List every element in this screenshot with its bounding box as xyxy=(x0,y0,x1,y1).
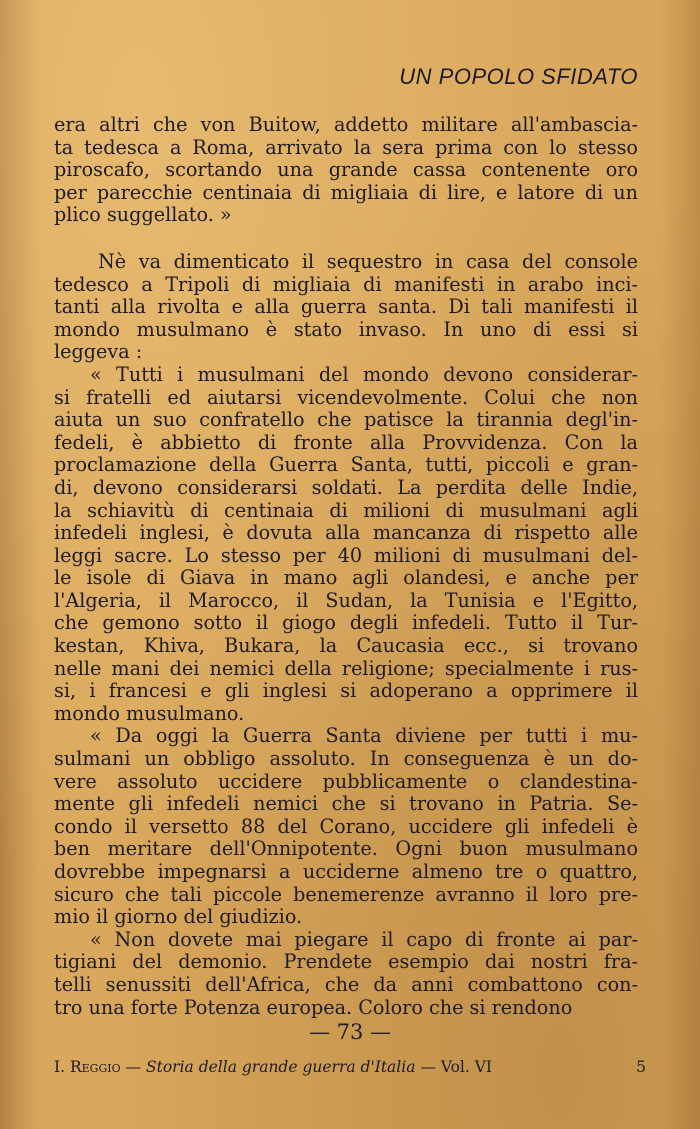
text-line: sicuro che tali piccole benemerenze avranno il loro pre- xyxy=(54,882,638,906)
footer-book-title: Storia della grande guerra d'Italia xyxy=(145,1058,416,1076)
text-line: condo il versetto 88 del Corano, uccidere gli infedeli è xyxy=(54,814,638,838)
paragraph xyxy=(54,251,638,364)
text-line: mondo musulmano è stato invaso. In uno di essi si xyxy=(54,317,638,341)
text-line: Nè va dimenticato il sequestro in casa del console xyxy=(98,249,638,273)
paragraph xyxy=(54,929,638,1019)
paragraph-gap xyxy=(54,227,638,251)
text-line: mondo musulmano. xyxy=(54,701,245,725)
footer-signature-mark: 5 xyxy=(636,1058,646,1076)
text-line: aiuta un suo confratello che patisce la tirannia degl'in- xyxy=(54,408,638,432)
text-line: tigiani del demonio. Prendete esempio dai nostri fra- xyxy=(54,950,638,974)
text-line: « Da oggi la Guerra Santa diviene per tutti i mu- xyxy=(90,724,638,748)
text-line: nelle mani dei nemici della religione; specialmente i rus- xyxy=(54,656,638,680)
text-line: la schiavitù di centinaia di milioni di musulmani agli xyxy=(54,498,638,522)
text-line: plico suggellato. » xyxy=(54,203,232,227)
text-line: mio il giorno del giudizio. xyxy=(54,905,303,929)
text-line: « Tutti i musulmani del mondo devono considerar- xyxy=(90,362,638,386)
text-line: leggeva : xyxy=(54,340,143,364)
text-line: leggi sacre. Lo stesso per 40 milioni di musulmani del- xyxy=(54,543,638,567)
text-line: mente gli infedeli nemici che si trovano in Patria. Se- xyxy=(54,792,638,816)
text-line: ben meritare dell'Onnipotente. Ogni buon musulmano xyxy=(54,837,638,861)
paragraph xyxy=(54,114,638,227)
body-text xyxy=(54,114,638,1019)
text-line: per parecchie centinaia di migliaia di lire, e latore di un xyxy=(54,180,638,204)
text-line: « Non dovete mai piegare il capo di fronte ai par- xyxy=(90,927,638,951)
text-line: piroscafo, scortando una grande cassa contenente oro xyxy=(54,158,638,182)
footer-citation xyxy=(54,1058,492,1076)
footer-volume: — Vol. VI xyxy=(420,1058,493,1076)
text-line: era altri che von Buitow, addetto militare all'ambascia- xyxy=(54,113,638,136)
text-line: che gemono sotto il giogo degli infedeli. Tutto il Tur- xyxy=(54,611,638,635)
text-line: fedeli, è abbietto di fronte alla Provvidenza. Con la xyxy=(54,430,638,454)
text-line: tedesco a Tripoli di migliaia di manifesti in arabo inci- xyxy=(54,272,638,296)
running-head: UN POPOLO SFIDATO xyxy=(399,64,638,89)
paragraph xyxy=(54,364,638,726)
paragraph xyxy=(54,725,638,928)
footer-author: I. Reggio — xyxy=(54,1058,142,1076)
text-line: le isole di Giava in mano agli olandesi, e anche per xyxy=(54,566,638,590)
page-number: — 73 — xyxy=(308,1020,392,1044)
text-line: tro una forte Potenza europea. Coloro che si rendono xyxy=(54,995,573,1019)
text-line: dovrebbe impegnarsi a ucciderne almeno tre o quattro, xyxy=(54,860,638,883)
text-line: di, devono considerarsi soldati. La perdita delle Indie, xyxy=(54,475,638,499)
text-line: kestan, Khiva, Bukara, la Caucasia ecc., si trovano xyxy=(54,634,638,658)
text-line: proclamazione della Guerra Santa, tutti, piccoli e gran- xyxy=(54,453,638,477)
text-line: infedeli inglesi, è dovuta alla mancanza di rispetto alle xyxy=(54,521,638,545)
text-line: vere assoluto uccidere pubblicamente o clandestina- xyxy=(54,769,638,793)
text-line: tanti alla rivolta e alla guerra santa. Di tali manifesti il xyxy=(54,295,638,319)
text-line: si fratelli ed aiutarsi vicendevolmente. Colui che non xyxy=(54,385,638,409)
text-line: telli senussiti dell'Africa, che da anni combattono con- xyxy=(54,972,638,996)
text-line: ta tedesca a Roma, arrivato la sera prima con lo stesso xyxy=(54,135,638,159)
text-line: l'Algeria, il Marocco, il Sudan, la Tunisia e l'Egitto, xyxy=(54,588,638,612)
text-line: si, i francesi e gli inglesi si adoperano a opprimere il xyxy=(54,679,638,703)
text-line: sulmani un obbligo assoluto. In conseguenza è un do- xyxy=(54,747,638,771)
footer-signature-line xyxy=(54,1058,646,1076)
